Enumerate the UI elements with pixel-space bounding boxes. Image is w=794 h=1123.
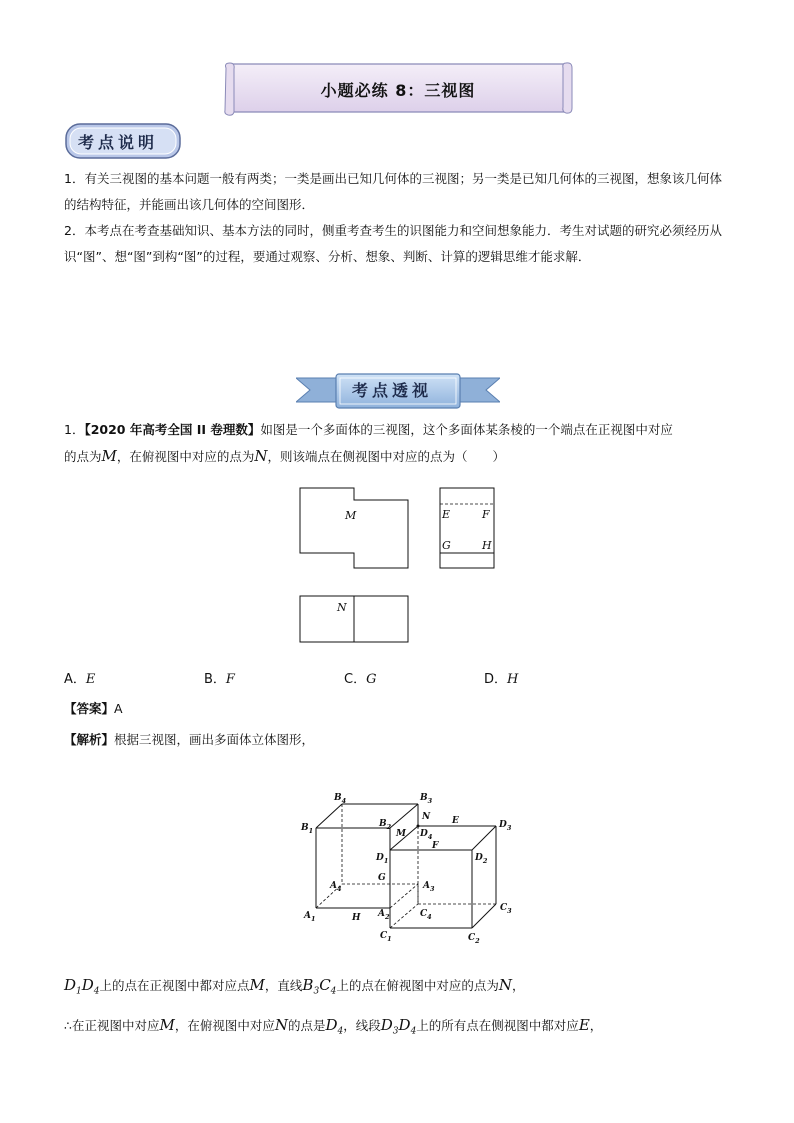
line-c4-sub: 4 <box>330 986 337 997</box>
label-g: G <box>378 873 386 883</box>
conclusion-1b: 上的点在正视图中都对应点 <box>99 978 250 993</box>
answer-line <box>64 696 123 722</box>
label-c4: $C_4$ <box>420 909 432 921</box>
label-m: M <box>396 829 406 839</box>
label-d2: $D_2$ <box>475 853 488 865</box>
seg-d4b: D <box>398 1016 411 1034</box>
label-a2: $A_2$ <box>378 909 390 921</box>
section-badge-perspective: 考点透视 <box>352 381 433 400</box>
seg-d3-sub: 3 <box>392 1026 399 1037</box>
option-b[interactable] <box>204 668 235 687</box>
analysis-line <box>64 727 314 753</box>
question-text-2b: ，在俯视图中对应的点为 <box>116 449 255 464</box>
section-badge-explain: 考点说明 <box>78 133 159 152</box>
question-text-1: 如图是一个多面体的三视图，这个多面体某条棱的一个端点在正视图中对应 <box>260 422 673 437</box>
option-c[interactable] <box>344 668 376 687</box>
analysis-text: 根据三视图，画出多面体立体图形， <box>114 732 315 747</box>
label-a1: $A_1$ <box>304 911 316 923</box>
seg-d1-sub: 1 <box>76 986 82 997</box>
option-a-value: E <box>85 672 96 687</box>
conclusion-1-n: N <box>498 976 513 994</box>
label-b4: $B_4$ <box>334 793 347 805</box>
conclusion-line-1 <box>64 972 754 1005</box>
three-views-figure <box>290 480 510 650</box>
line-b3: B <box>302 976 314 994</box>
conclusion-2b: ，在俯视图中对应 <box>174 1018 275 1033</box>
answer-tag: 【答案】 <box>64 701 115 716</box>
conclusion-2f: ， <box>589 1018 603 1033</box>
point-d4: D <box>325 1016 338 1034</box>
side-label-e: E <box>442 508 451 521</box>
option-a-letter: A． <box>64 672 86 687</box>
intro-paragraph-1: 1．有关三视图的基本问题一般有两类；一类是画出已知几何体的三视图；另一类是已知几何体的三视图，想象该几何体的结构特征，并能画出该几何体的空间图形． <box>64 171 722 212</box>
conclusion-1-m: M <box>249 976 265 994</box>
conclusion-line-2 <box>64 1012 764 1045</box>
label-b2: $B_2$ <box>379 819 392 831</box>
side-label-f: F <box>482 508 490 521</box>
question-text-2a: 的点为 <box>64 449 102 464</box>
seg-d3: D <box>380 1016 393 1034</box>
seg-d4: D <box>81 976 94 994</box>
label-b1: $B_1$ <box>301 823 314 835</box>
label-d4: $D_4$ <box>420 829 433 841</box>
seg-d1: D <box>64 976 77 994</box>
option-b-letter: B． <box>204 672 226 687</box>
front-view <box>300 488 408 568</box>
conclusion-2c: 的点是 <box>287 1018 326 1033</box>
answer-value: A <box>114 701 123 716</box>
label-h: H <box>352 913 361 923</box>
option-c-value: G <box>366 672 377 687</box>
question-number: 1． <box>64 422 85 437</box>
label-a4: $A_4$ <box>330 881 342 893</box>
intro-paragraph-2: 2．本考点在考查基础知识、基本方法的同时，侧重考查考生的识图能力和空间想象能力．考生对试题的研究必须经历从识“图”、想“图”到构“图”的过程，要通过观察、分析、想象、判断、计算的逻辑思维才能求解． <box>64 223 722 264</box>
conclusion-2-e: E <box>578 1016 590 1034</box>
intro-block <box>64 166 732 270</box>
label-n: N <box>422 812 431 822</box>
option-b-value: F <box>225 672 235 687</box>
question-source: 【2020 年高考全国 II 卷理数】 <box>84 422 261 437</box>
question-line-1 <box>64 417 744 443</box>
front-view-label-m: M <box>345 509 357 522</box>
top-view-label-n: N <box>337 601 347 614</box>
label-a3: $A_3$ <box>423 881 435 893</box>
line-c4: C <box>319 976 331 994</box>
option-a[interactable] <box>64 668 95 687</box>
conclusion-1c: ，直线 <box>264 978 303 993</box>
question-block <box>64 417 744 470</box>
option-d[interactable] <box>484 668 518 687</box>
line-b3-sub: 3 <box>313 986 320 997</box>
side-label-g: G <box>442 539 451 552</box>
conclusion-2a: ∴在正视图中对应 <box>64 1018 160 1033</box>
conclusion-2-n: N <box>274 1016 288 1034</box>
side-view <box>440 488 494 568</box>
label-d1: $D_1$ <box>376 853 389 865</box>
conclusion-2e: 上的所有点在侧视图中都对应 <box>416 1018 579 1033</box>
point-n: N <box>254 447 268 465</box>
conclusion-2-m: M <box>159 1016 175 1034</box>
label-c1: $C_1$ <box>380 931 392 943</box>
label-f: F <box>432 841 439 851</box>
option-c-letter: C． <box>344 672 367 687</box>
analysis-tag: 【解析】 <box>64 732 115 747</box>
option-d-value: H <box>507 672 519 687</box>
conclusion-1e: ， <box>512 978 525 993</box>
label-b3: $B_3$ <box>420 793 433 805</box>
label-e: E <box>452 816 459 826</box>
seg-d4-sub: 4 <box>93 986 100 997</box>
option-d-letter: D． <box>484 672 508 687</box>
question-text-2c: ，则该端点在侧视图中对应的点为（ ） <box>267 449 506 464</box>
solid-figure <box>296 786 526 954</box>
point-m: M <box>101 447 117 465</box>
conclusion-1d: 上的点在俯视图中对应的点为 <box>336 978 499 993</box>
conclusion-2d: ，线段 <box>343 1018 381 1033</box>
label-c3: $C_3$ <box>500 903 512 915</box>
page-title: 小题必练 8：三视图 <box>320 81 476 100</box>
point-d4-sub: 4 <box>337 1026 344 1037</box>
side-label-h: H <box>482 539 492 552</box>
label-d3: $D_3$ <box>499 820 512 832</box>
question-line-2 <box>64 443 744 470</box>
label-c2: $C_2$ <box>468 933 480 945</box>
seg-d4b-sub: 4 <box>410 1026 417 1037</box>
